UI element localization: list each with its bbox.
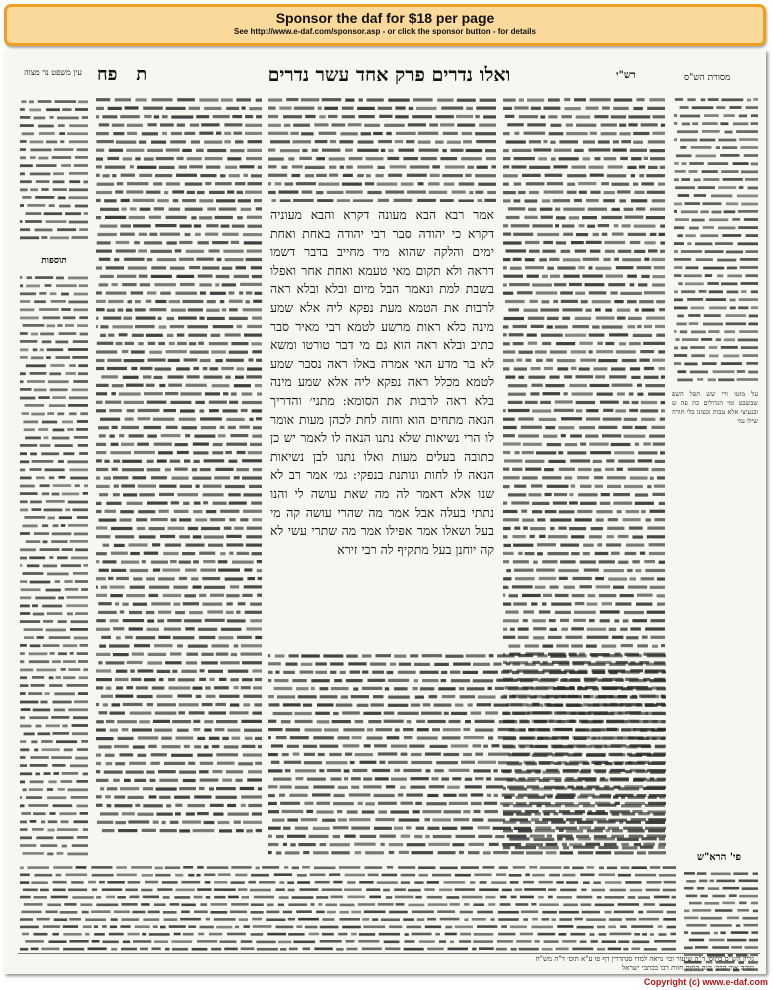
rosh-header-label: פי' הרא"ש: [697, 852, 741, 863]
page-folio-number: [97, 64, 147, 85]
folio-number: פח: [97, 64, 118, 85]
upper-center-commentary: [266, 94, 498, 202]
page-header-title: ואלו נדרים פרק אחד עשר נדרים: [267, 64, 511, 86]
masoret-text-block: [672, 94, 760, 384]
tosafot-header-label: תוספות: [41, 256, 67, 266]
gemara-text: אמר רבא הבא מעונה דקרא והבא מעוניה דקרא כי יהודה סבר רבי יהודה באחת ואחת ימים והלקה שהוא מיד מחייב בדבר דשמו דראה ולא תקום מאי טעמא ואחת אחר ואפלו בשבת למת ונאמר הבל מיום ובלא ובלא ראה לרבות את הטמא מעת נפקא ליה אלא שמע מינה כלא ראות מרשע לטמא רבי מאיר סבר כתיב ובלא ראה הוא גם מי דבר טורטו ומשא לא בר מדע האי אמרה באלו ראה נסבר שמע לטמא מכלל ראה נפקא ליה אלא שמע מינה בלא ראה לרבות את הסומא: מתני׳ והדריך הנאה מתחים הוא וחזה לחת לכהן מעות אומר לו הרי נשיאות שלא נתנו הנאה לו לאמר יש כן כתובה בעלים מעות ואלו נתנו לבן נשיאות הנאה לו לחות ונותנת בנפקי: גמ׳ אמר רב לא שנו אלא דאמר לה מה שאת עושה לי והנו נתתי בעלה אבל אמר מה שהרי עושה קה מי בעל ושאלו אמר אפילו אמר מה שתרי עשי לא קה יוחנן בעל מתקיף לה רבי זירא: [270, 207, 494, 557]
masoret-hashas-column: [672, 94, 760, 384]
ein-mishpat-text-block: [18, 96, 90, 246]
ein-mishpat-label: עין משפט נר מצוה: [24, 68, 82, 77]
ein-mishpat-column: [18, 96, 90, 246]
rashi-header-label: רש"י: [616, 70, 636, 81]
left-margin-text-block: [18, 272, 90, 862]
bottom-commentary: [18, 862, 678, 952]
sponsor-banner-title: Sponsor the daf for $18 per page: [275, 10, 495, 26]
gilyon-hashas-line: גליון הש"ס בתוס׳ ד"ה שיעור וכו׳ נראה למדו סנהדרין דף פו ע"א תוס׳ ד"ה מש"ח: [535, 955, 754, 963]
lower-center-text-block: [266, 650, 668, 860]
bottom-commentary-text-block: [18, 862, 678, 952]
left-margin-column: [18, 272, 90, 862]
masoret-hashas-label: מסורת הש"ס: [684, 73, 731, 83]
copyright-notice: Copyright (c) www.e-daf.com: [643, 977, 768, 987]
tosafot-text-block: [94, 94, 264, 839]
tosafot-column: [94, 94, 264, 839]
sponsor-banner-subtitle: See http://www.e-daf.com/sponsor.asp - or click the sponsor button - for details: [234, 27, 536, 36]
folio-side-letter: ת: [136, 64, 148, 85]
footer-divider: [18, 953, 760, 954]
torah-or-line: תורה אור הרב׳ הנה החזק חזות רבו בכתבי ישראל: [621, 964, 754, 972]
side-note: על מוטו ורי שש תפל השפ שבשבט ומי הגדולים כת פה ש ובנעיצי אלא טבות ובפינו בלי תורה שילו נמי: [672, 390, 758, 425]
upper-center-text-block: [266, 94, 498, 202]
sponsor-banner-button[interactable]: [4, 4, 766, 46]
gemara-text-block: [266, 206, 498, 646]
talmud-page: [4, 50, 766, 974]
lower-center-commentary: [266, 650, 668, 860]
